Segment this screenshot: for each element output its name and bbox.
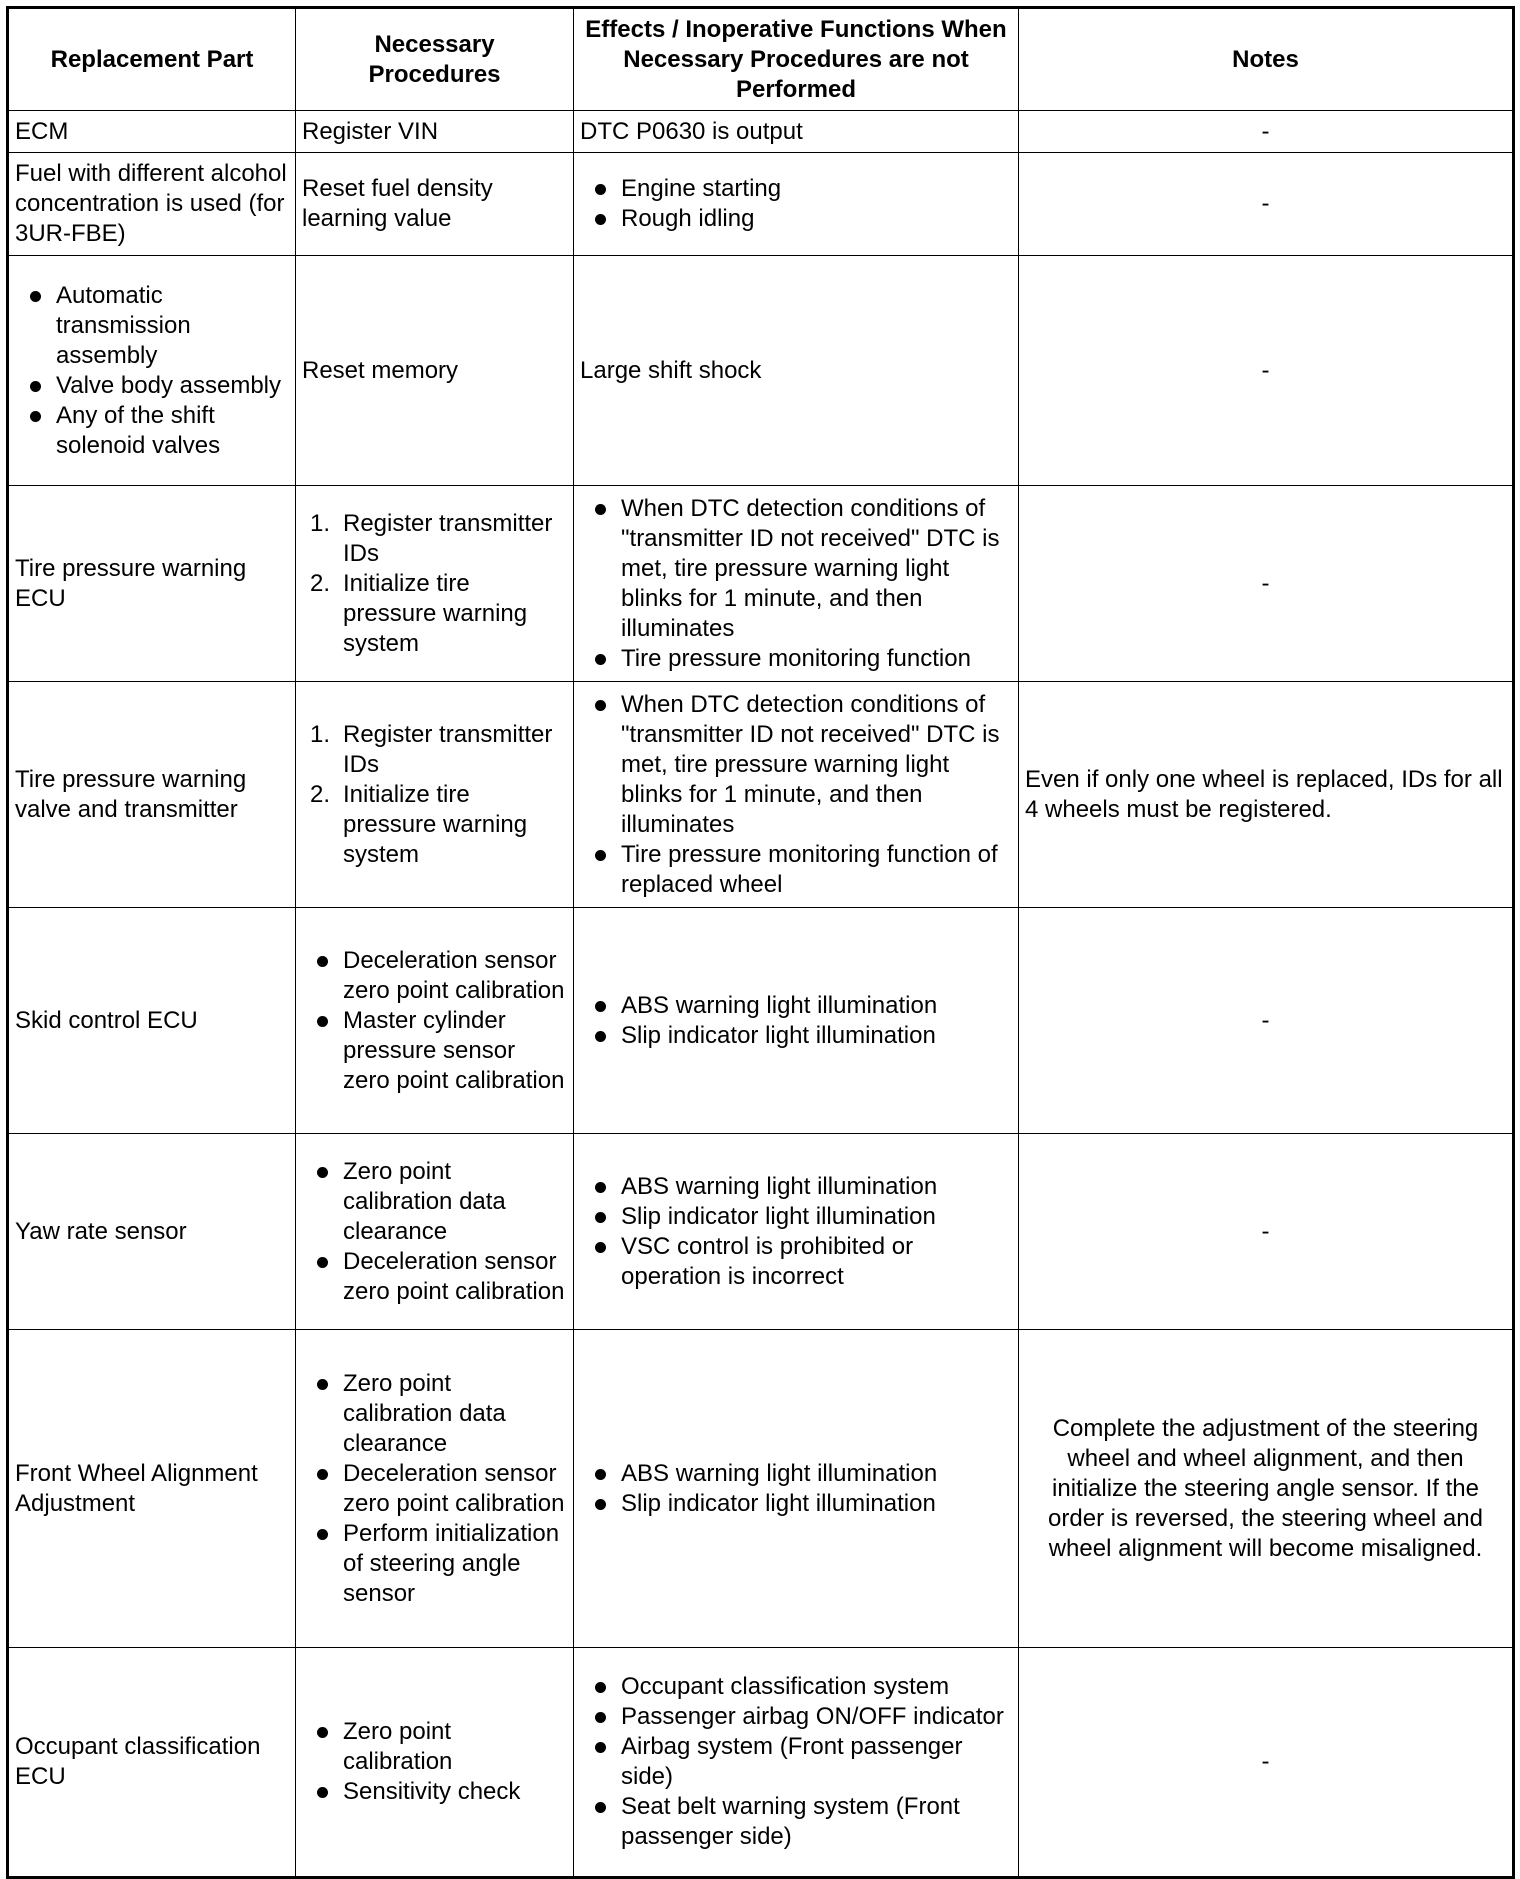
header-row [8,8,1514,111]
procedures-list [302,1717,567,1807]
table-row [8,153,1514,256]
procedures-list [302,509,567,659]
list-item: Sensitivity check [302,1777,567,1807]
effects-list [580,174,1012,234]
list-item: Automatic transmission assembly [15,281,289,371]
notes-cell: - [1019,1648,1514,1878]
procedures-list [302,1157,567,1307]
list-item: 2. Initialize tire pressure warning system [310,569,528,657]
table-row [8,256,1514,486]
procedure-cell: Reset fuel density learning value [296,153,574,256]
header-necessary-procedures: Necessary Procedures [296,8,574,111]
part-cell: Yaw rate sensor [8,1134,296,1330]
effects-list [580,494,1012,674]
procedures-list [302,1369,567,1609]
table-row [8,682,1514,908]
procedures-cell [296,1134,574,1330]
notes-cell: - [1019,486,1514,682]
effects-cell [574,1648,1019,1878]
effects-cell [574,1330,1019,1648]
list-item: Occupant classification system [580,1672,1012,1702]
procedures-list [302,720,567,870]
list-item: Valve body assembly [15,371,289,401]
effects-cell [574,486,1019,682]
list-item: Any of the shift solenoid valves [15,401,289,461]
effects-cell [574,1134,1019,1330]
procedures-cell [296,908,574,1134]
list-item: VSC control is prohibited or operation is incorrect [580,1232,1012,1292]
list-item: 2. Initialize tire pressure warning system [310,780,528,868]
list-item: Slip indicator light illumination [580,1202,1012,1232]
procedures-cell [296,1330,574,1648]
list-item: ABS warning light illumination [580,991,1012,1021]
list-item: Master cylinder pressure sensor zero point calibration [302,1006,567,1096]
header-notes: Notes [1019,8,1514,111]
part-cell: Tire pressure warning valve and transmitter [8,682,296,908]
list-item: 1. Register transmitter IDs [310,720,553,778]
procedures-list [302,946,567,1096]
list-item: Airbag system (Front passenger side) [580,1732,1012,1792]
list-item: Deceleration sensor zero point calibration [302,946,567,1006]
list-item: Passenger airbag ON/OFF indicator [580,1702,1012,1732]
procedures-cell [296,1648,574,1878]
notes-cell: - [1019,111,1514,153]
effects-list [580,1672,1012,1852]
list-item: Zero point calibration data clearance [302,1369,567,1459]
part-cell: Occupant classification ECU [8,1648,296,1878]
procedure-cell: Register VIN [296,111,574,153]
procedures-cell [296,682,574,908]
list-item: Rough idling [580,204,1012,234]
notes-cell: Even if only one wheel is replaced, IDs for all 4 wheels must be registered. [1019,682,1514,908]
notes-cell: - [1019,256,1514,486]
table-row [8,111,1514,153]
effects-list [580,991,1012,1051]
part-cell: ECM [8,111,296,153]
part-cell: Front Wheel Alignment Adjustment [8,1330,296,1648]
list-item: Zero point calibration data clearance [302,1157,567,1247]
list-item: Deceleration sensor zero point calibration [302,1459,567,1519]
notes-cell: - [1019,908,1514,1134]
effects-cell [574,908,1019,1134]
table-row [8,1134,1514,1330]
part-cell: Fuel with different alcohol concentration is used (for 3UR-FBE) [8,153,296,256]
effects-cell [574,682,1019,908]
notes-cell: - [1019,1134,1514,1330]
table-row [8,1648,1514,1878]
list-item: Slip indicator light illumination [580,1021,1012,1051]
table-row [8,1330,1514,1648]
part-cell: Tire pressure warning ECU [8,486,296,682]
header-effects: Effects / Inoperative Functions When Necessary Procedures are not Performed [574,8,1019,111]
list-item: Zero point calibration [302,1717,567,1777]
effects-list [580,1172,1012,1292]
part-cell [8,256,296,486]
list-item: ABS warning light illumination [580,1459,1012,1489]
list-item: When DTC detection conditions of "transmitter ID not received" DTC is met, tire pressure warning light blinks for 1 minute, and then illuminates [580,690,1012,840]
list-item: Deceleration sensor zero point calibration [302,1247,567,1307]
procedure-cell: Reset memory [296,256,574,486]
effect-cell: Large shift shock [574,256,1019,486]
effect-cell: DTC P0630 is output [574,111,1019,153]
list-item: Tire pressure monitoring function of replaced wheel [580,840,1012,900]
effects-list [580,690,1012,900]
parts-list [15,281,289,461]
list-item: ABS warning light illumination [580,1172,1012,1202]
list-item: Engine starting [580,174,1012,204]
effects-cell [574,153,1019,256]
header-replacement-part: Replacement Part [8,8,296,111]
procedure-table-page [6,6,1512,1879]
list-item: Tire pressure monitoring function [580,644,1012,674]
list-item: Slip indicator light illumination [580,1489,1012,1519]
table-row [8,908,1514,1134]
notes-cell: - [1019,153,1514,256]
table-row [8,486,1514,682]
replacement-procedures-table [6,6,1515,1879]
list-item: Perform initialization of steering angle sensor [302,1519,567,1609]
procedures-cell [296,486,574,682]
list-item: Seat belt warning system (Front passenger side) [580,1792,1012,1852]
effects-list [580,1459,1012,1519]
list-item: When DTC detection conditions of "transmitter ID not received" DTC is met, tire pressure warning light blinks for 1 minute, and then illuminates [580,494,1012,644]
part-cell: Skid control ECU [8,908,296,1134]
list-item: 1. Register transmitter IDs [310,509,553,567]
notes-cell: Complete the adjustment of the steering wheel and wheel alignment, and then initialize the steering angle sensor. If the order is reversed, the steering wheel and wheel alignment will become misaligned. [1019,1330,1514,1648]
